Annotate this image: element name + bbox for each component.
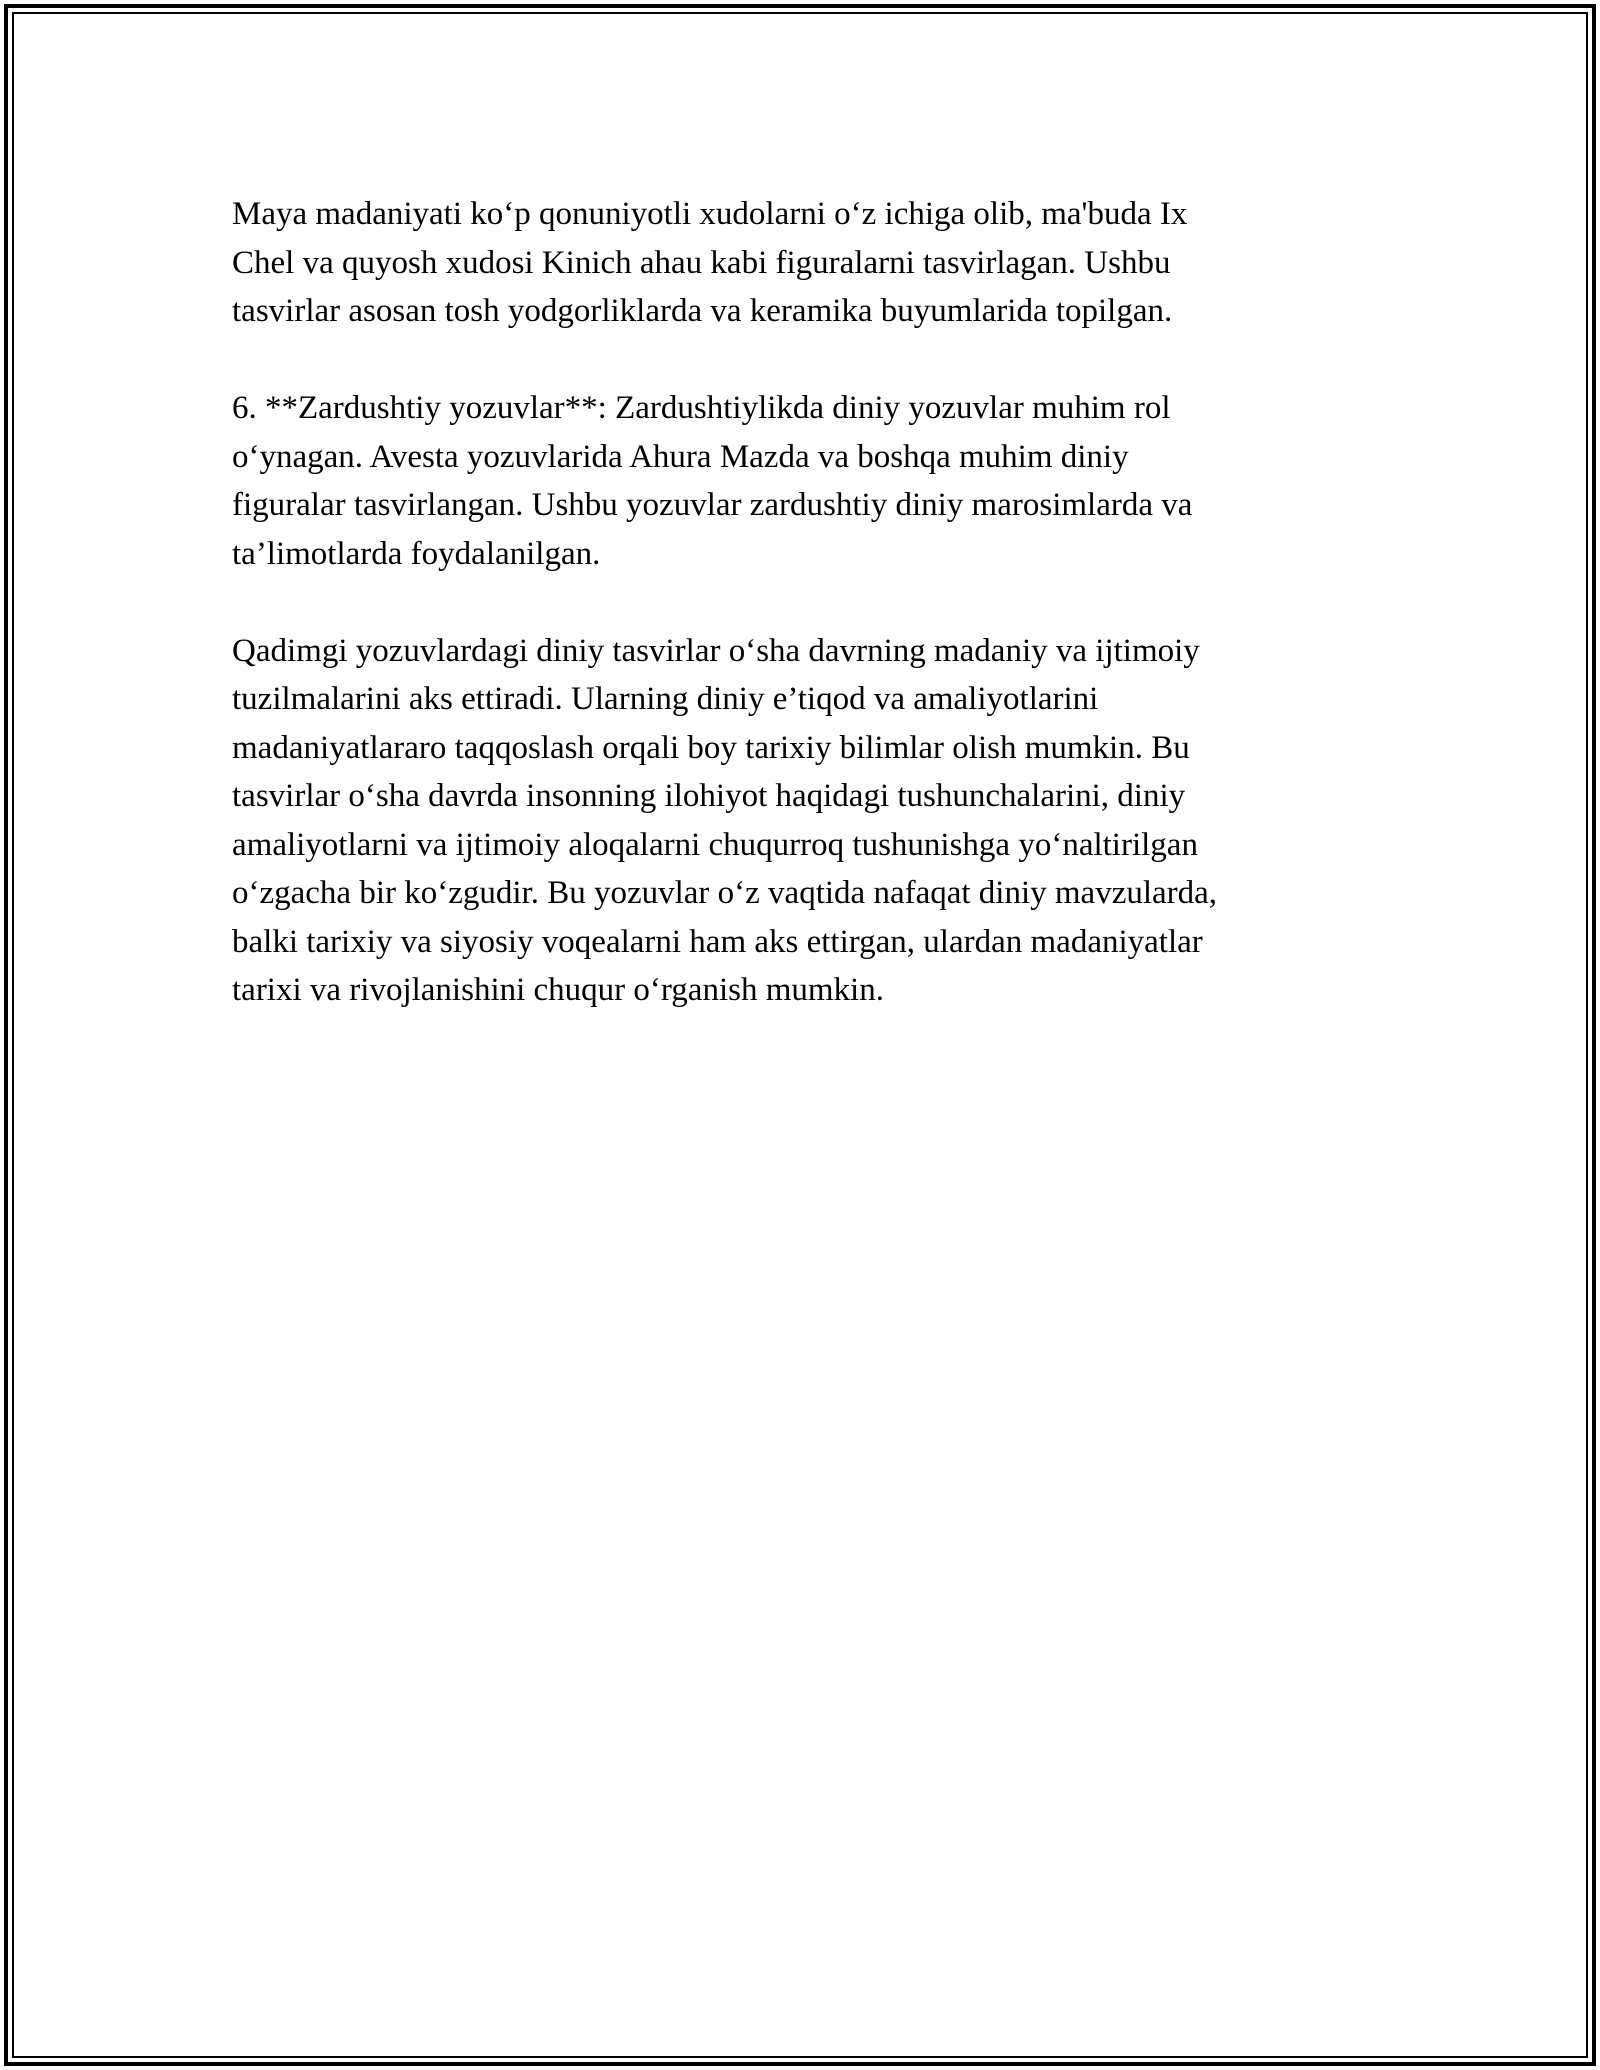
paragraph-conclusion: Qadimgi yozuvlardagi diniy tasvirlar o‘sha davrning madaniy va ijtimoiy tuzilmalarini aks ettiradi. Ularning diniy e’tiqod va amaliyotlarini madaniyatlararo taqqoslash orqali boy tarixiy bilimlar olish mumkin. Bu tasvirlar o‘sha davrda insonning ilohiyot haqidagi tushunchalarini, diniy amaliyotlarni va ijtimoiy aloqalarni chuqurroq tushunishga yo‘naltirilgan o‘zgacha bir ko‘zgudir. Bu yozuvlar o‘z vaqtida nafaqat diniy mavzularda, balki tarixiy va siyosiy voqealarni ham aks ettirgan, ulardan madaniyatlar tarixi va rivojlanishini chuqur o‘rganish mumkin. [232, 632, 1218, 1008]
paragraph-zardushtiy: 6. **Zardushtiy yozuvlar**: Zardushtiylikda diniy yozuvlar muhim rol o‘ynagan. Avesta yozuvlarida Ahura Mazda va boshqa muhim diniy figuralar tasvirlangan. Ushbu yozuvlar zardushtiy diniy marosimlarda va ta’limotlarda foydalanilgan. [232, 390, 1193, 572]
paragraph-maya: Maya madaniyati ko‘p qonuniyotli xudolarni o‘z ichiga olib, ma'buda Ix Chel va quyosh xudosi Kinich ahau kabi figuralarni tasvirlagan. Ushbu tasvirlar asosan tosh yodgorliklarda va keramika buyumlarida topilgan. [232, 196, 1188, 329]
document-body [232, 190, 1362, 1015]
